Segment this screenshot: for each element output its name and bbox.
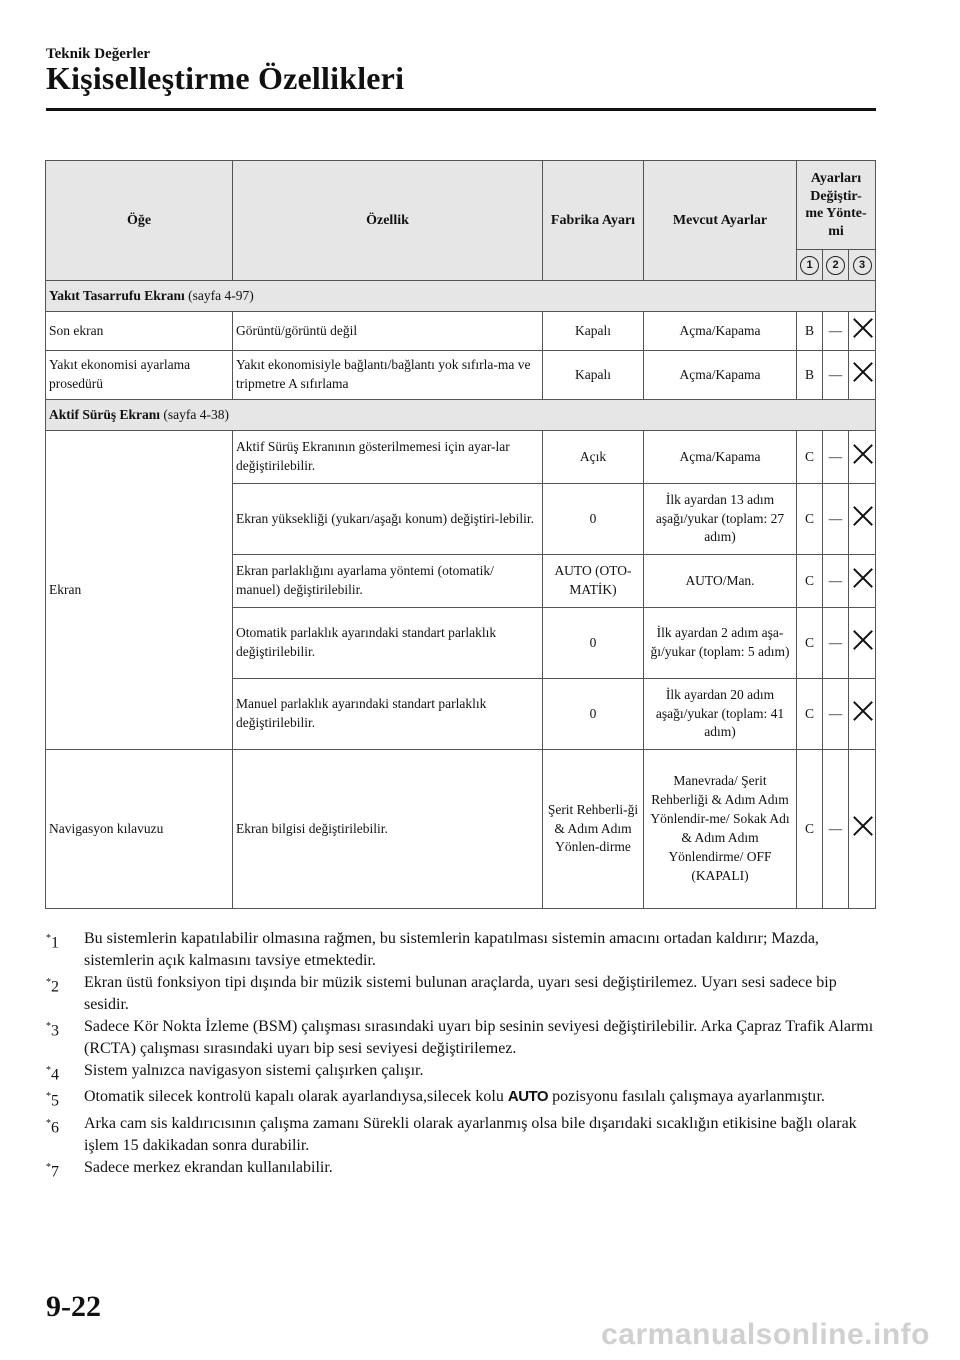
footnote-marker: * bbox=[46, 1065, 51, 1076]
footnote-number: 7 bbox=[51, 1162, 59, 1180]
customization-table bbox=[45, 160, 876, 909]
footnote-text: Bu sistemlerin kapatılabilir olmasına rağmen, bu sistemlerin kapatılması sistemin amacını ortadan kaldırır; Mazda, sistemlerin açık kalmasını tavsiye etmektedir. bbox=[84, 930, 819, 969]
circled-number: 2 bbox=[826, 256, 845, 275]
cell-feature: Ekran parlaklığını ayarlama yöntemi (otomatik/ manuel) değiştirilebilir. bbox=[233, 555, 543, 608]
cell-available: AUTO/Man. bbox=[644, 555, 797, 608]
table-row bbox=[46, 750, 876, 909]
section-row bbox=[46, 400, 876, 431]
method-2-header bbox=[823, 250, 849, 281]
cell-available: Manevrada/ Şerit Rehberliği & Adım Adım Yönlendir-me/ Sokak Adı & Adım Adım Yönlendirme/ OFF (KAPALI) bbox=[644, 750, 797, 909]
cell-feature: Ekran yüksekliği (yukarı/aşağı konum) değiştiri-lebilir. bbox=[233, 484, 543, 555]
x-mark-icon bbox=[852, 505, 874, 527]
cell-available: Açma/Kapama bbox=[644, 351, 797, 400]
section-ref: (sayfa 4-97) bbox=[188, 287, 254, 303]
cell-method-2: — bbox=[823, 351, 849, 400]
circled-number: 1 bbox=[800, 256, 819, 275]
header-available: Mevcut Ayarlar bbox=[644, 161, 797, 281]
footnote bbox=[46, 972, 876, 1016]
header-feature: Özellik bbox=[233, 161, 543, 281]
cell-item: Navigasyon kılavuzu bbox=[46, 750, 233, 909]
cell-method-1: C bbox=[797, 679, 823, 750]
cell-method-1: C bbox=[797, 555, 823, 608]
cell-method-1: C bbox=[797, 431, 823, 484]
page-title: Kişiselleştirme Özellikleri bbox=[46, 60, 405, 96]
cell-method-2: — bbox=[823, 312, 849, 351]
cell-available: İlk ayardan 20 adım aşağı/yukar (toplam: 41 adım) bbox=[644, 679, 797, 750]
cell-available: İlk ayardan 2 adım aşa-ğı/yukar (toplam: 5 adım) bbox=[644, 608, 797, 679]
cell-method-1: C bbox=[797, 750, 823, 909]
x-mark-icon bbox=[852, 700, 874, 722]
cell-factory: Şerit Rehberli-ği & Adım Adım Yönlen-dirme bbox=[543, 750, 644, 909]
method-1-header bbox=[797, 250, 823, 281]
footnote-number: 4 bbox=[51, 1066, 59, 1084]
footnote-number: 2 bbox=[51, 978, 59, 996]
cell-factory: 0 bbox=[543, 679, 644, 750]
footnote-number: 5 bbox=[51, 1092, 59, 1110]
watermark: carmanualsonline.info bbox=[601, 1318, 930, 1351]
table-row bbox=[46, 312, 876, 351]
cell-method-3 bbox=[849, 351, 876, 400]
footnote-marker: * bbox=[46, 1117, 51, 1129]
cell-method-3 bbox=[849, 750, 876, 909]
footnote bbox=[46, 1157, 876, 1183]
cell-method-3 bbox=[849, 431, 876, 484]
footnote-marker: * bbox=[46, 977, 51, 988]
footnote bbox=[46, 1060, 876, 1086]
cell-method-3 bbox=[849, 484, 876, 555]
method-3-header bbox=[849, 250, 876, 281]
header-method: Ayarları Değiştir- me Yönte- mi bbox=[797, 161, 876, 250]
cell-method-3 bbox=[849, 312, 876, 351]
table-row bbox=[46, 351, 876, 400]
cell-feature: Ekran bilgisi değiştirilebilir. bbox=[233, 750, 543, 909]
cell-method-2: — bbox=[823, 679, 849, 750]
footnote-text: Sistem yalnızca navigasyon sistemi çalışırken çalışır. bbox=[84, 1062, 424, 1079]
cell-method-2: — bbox=[823, 608, 849, 679]
footnote bbox=[46, 1086, 876, 1112]
footnote-text: Sadece Kör Nokta İzleme (BSM) çalışması sırasındaki uyarı bip sesinin seviyesi değiştirilebilir. Arka Çapraz Trafik Alarmı (RCTA) çalışması sırasındaki uyarı bip sesi seviyesi değiştirilemez. bbox=[84, 1018, 874, 1057]
cell-factory: 0 bbox=[543, 484, 644, 555]
footnote-text: Otomatik silecek kontrolü kapalı olarak ayarlandıysa,silecek kolu AUTO pozisyonu fasılalı çalışmaya ayarlanmıştır. bbox=[84, 1086, 876, 1112]
cell-method-3 bbox=[849, 679, 876, 750]
cell-item: Yakıt ekonomisi ayarlama prosedürü bbox=[46, 351, 233, 400]
cell-feature: Aktif Sürüş Ekranının gösterilmemesi için ayar-lar değiştirilebilir. bbox=[233, 431, 543, 484]
cell-method-1: C bbox=[797, 608, 823, 679]
footnote-text: Sadece merkez ekrandan kullanılabilir. bbox=[84, 1158, 333, 1176]
footnote-marker: * bbox=[46, 1091, 51, 1103]
x-mark-icon bbox=[852, 629, 874, 651]
footnote-text: Arka cam sis kaldırıcısının çalışma zamanı Sürekli olarak ayarlanmış olsa bile dışarıdaki sıcaklığın etikisine bağlı olarak işlem 15 dakikadan sonra durabilir. bbox=[84, 1114, 857, 1154]
x-mark-icon bbox=[852, 567, 874, 589]
cell-factory: Açık bbox=[543, 431, 644, 484]
cell-feature: Yakıt ekonomisiyle bağlantı/bağlantı yok sıfırla-ma ve tripmetre A sıfırlama bbox=[233, 351, 543, 400]
table-header-row bbox=[46, 161, 876, 250]
cell-factory: Kapalı bbox=[543, 312, 644, 351]
cell-available: Açma/Kapama bbox=[644, 312, 797, 351]
footnote bbox=[46, 1016, 876, 1060]
cell-factory: AUTO (OTO-MATİK) bbox=[543, 555, 644, 608]
footnote-text: Ekran üstü fonksiyon tipi dışında bir müzik sistemi bulunan araçlarda, uyarı sesi değiştirilemez. Uyarı sesi sadece bip sesidir. bbox=[84, 974, 837, 1013]
header-item: Öğe bbox=[46, 161, 233, 281]
footnote-number: 3 bbox=[51, 1022, 59, 1040]
cell-feature: Görüntü/görüntü değil bbox=[233, 312, 543, 351]
cell-method-2: — bbox=[823, 431, 849, 484]
footnote-marker: * bbox=[46, 1021, 51, 1032]
cell-method-2: — bbox=[823, 750, 849, 909]
cell-method-3 bbox=[849, 608, 876, 679]
footnote-number: 1 bbox=[51, 934, 59, 952]
cell-method-1: B bbox=[797, 351, 823, 400]
cell-method-2: — bbox=[823, 555, 849, 608]
header-factory: Fabrika Ayarı bbox=[543, 161, 644, 281]
page-number: 9-22 bbox=[46, 1290, 101, 1323]
cell-method-1: B bbox=[797, 312, 823, 351]
footnote bbox=[46, 928, 876, 972]
x-mark-icon bbox=[852, 361, 874, 383]
footnote-marker: * bbox=[46, 1161, 51, 1173]
auto-icon: AUTO bbox=[507, 1088, 549, 1106]
footnote-number: 6 bbox=[51, 1118, 59, 1136]
footnote bbox=[46, 1113, 876, 1157]
table-row bbox=[46, 431, 876, 484]
x-mark-icon bbox=[852, 815, 874, 837]
title-divider bbox=[46, 108, 876, 111]
cell-available: Açma/Kapama bbox=[644, 431, 797, 484]
cell-feature: Manuel parlaklık ayarındaki standart parlaklık değiştirilebilir. bbox=[233, 679, 543, 750]
section-title: Aktif Sürüş Ekranı bbox=[49, 406, 161, 422]
section-row bbox=[46, 281, 876, 312]
cell-factory: Kapalı bbox=[543, 351, 644, 400]
footnotes bbox=[46, 928, 876, 1183]
section-ref: (sayfa 4-38) bbox=[163, 406, 230, 422]
cell-item: Ekran bbox=[46, 431, 233, 750]
cell-feature: Otomatik parlaklık ayarındaki standart parlaklık değiştirilebilir. bbox=[233, 608, 543, 679]
cell-method-1: C bbox=[797, 484, 823, 555]
footnote-marker: * bbox=[46, 933, 51, 944]
cell-item: Son ekran bbox=[46, 312, 233, 351]
circled-number: 3 bbox=[853, 256, 872, 275]
x-mark-icon bbox=[852, 443, 874, 465]
cell-method-2: — bbox=[823, 484, 849, 555]
cell-available: İlk ayardan 13 adım aşağı/yukar (toplam: 27 adım) bbox=[644, 484, 797, 555]
cell-factory: 0 bbox=[543, 608, 644, 679]
section-heading: Teknik Değerler bbox=[46, 46, 151, 62]
x-mark-icon bbox=[852, 317, 874, 339]
section-title: Yakıt Tasarrufu Ekranı bbox=[49, 287, 185, 303]
cell-method-3 bbox=[849, 555, 876, 608]
